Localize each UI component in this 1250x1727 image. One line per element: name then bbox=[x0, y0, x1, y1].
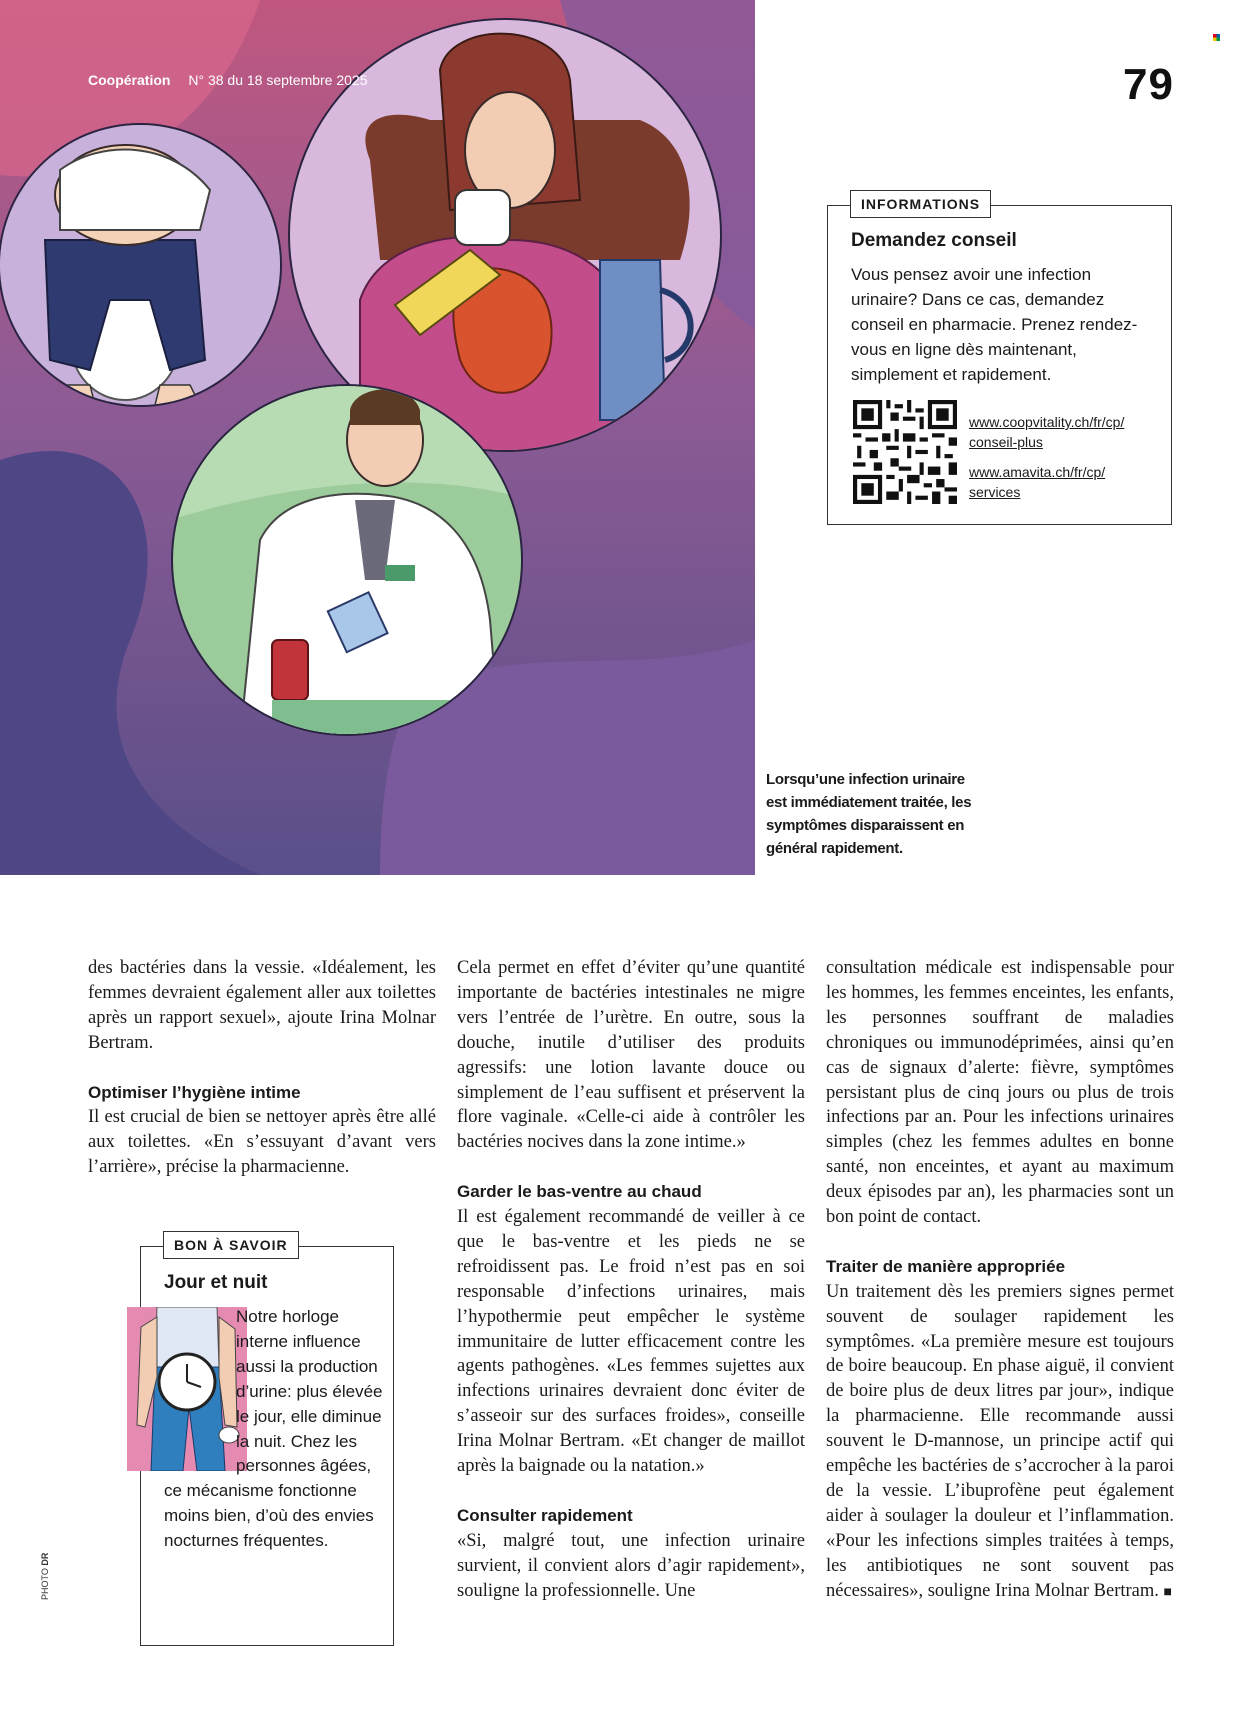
col2-paragraph-1: Cela permet en effet d’éviter qu’une quantité importante de bactéries intestinales ne migre vers l’entrée de l’urètre. En outre, sous la douche, inutile d’utiliser des produits agressifs: une lotion lavante douce ou simplement de l’eau suffisent et préservent la flore vaginale. «Celle-ci aide à contrôler les bactéries nocives dans la zone intime.» bbox=[457, 958, 805, 1153]
bon-a-savoir-title: Jour et nuit bbox=[164, 1272, 268, 1293]
col1-paragraph-1: des bactéries dans la vessie. «Idéalement, les femmes devraient également aller aux toilettes après un rapport sexuel», ajoute Irina Molnar Bertram. bbox=[88, 958, 436, 1053]
page-header bbox=[88, 72, 368, 88]
image-caption: Lorsqu’une infection urinaire est immédiatement traitée, les symptômes disparaissent en général rapidement. bbox=[766, 771, 972, 857]
corner-color-mark bbox=[1213, 34, 1220, 41]
bon-a-savoir-box bbox=[140, 1237, 394, 1646]
coopvitality-link[interactable] bbox=[969, 412, 1124, 452]
photo-credit-name: DR bbox=[40, 1552, 50, 1566]
bon-a-savoir-body: Notre horloge interne influence aussi la production d’urine: plus élevée le jour, elle diminue la nuit. Chez les personnes âgées, ce mécanisme fonctionne moins bien, d’où des envies nocturnes fréquentes. bbox=[164, 1307, 383, 1551]
coopvitality-link-line2[interactable]: conseil-plus bbox=[969, 434, 1043, 450]
magazine-name: Coopération bbox=[88, 72, 171, 88]
info-box-title: Demandez conseil bbox=[851, 230, 1017, 251]
end-mark: ■ bbox=[1163, 1582, 1172, 1599]
photo-credit-label: PHOTO bbox=[40, 1568, 50, 1600]
info-box-text: Vous pensez avoir une infection urinaire? Dans ce cas, demandez conseil en pharmacie. Prenez rendez-vous en ligne dès maintenant, simplement et rapidement. bbox=[851, 265, 1138, 384]
coopvitality-link-line1[interactable]: www.coopvitality.ch/fr/cp/ bbox=[969, 414, 1125, 430]
info-box bbox=[827, 196, 1172, 525]
illustration-svg bbox=[0, 0, 755, 875]
bon-a-savoir-tag: BON À SAVOIR bbox=[163, 1231, 299, 1259]
hero-illustration bbox=[0, 0, 755, 875]
col1-paragraph-2: Il est crucial de bien se nettoyer après être allé aux toilettes. «En s’essuyant d’avant vers l’arrière», précise la pharmacienne. bbox=[88, 1107, 436, 1178]
subheading-bas-ventre: Garder le bas-ventre au chaud bbox=[457, 1182, 702, 1202]
col3-paragraph-2-text: Un traitement dès les premiers signes permet souvent de soulager rapidement les symptômes. «La première mesure est toujours de boire beaucoup. En phase aiguë, il convient de boire plus de deux litres par jour», indique la pharmacienne. Elle recommande aussi souvent le D-mannose, un principe actif qui empêche les bactéries de s’accrocher à la paroi de la vessie. L’ibuprofène peut également aider à soulager la douleur et l’inflammation. «Pour les infections simples traitées à temps, les antibiotiques ne sont souvent pas nécessaires», souligne Irina Molnar Bertram. bbox=[826, 1281, 1174, 1601]
amavita-link-line1[interactable]: www.amavita.ch/fr/cp/ bbox=[969, 464, 1106, 480]
subheading-traiter: Traiter de manière appropriée bbox=[826, 1256, 1066, 1276]
col3-paragraph-1: consultation médicale est indispensable pour les hommes, les femmes enceintes, les enfants, les personnes souffrant de maladies chroniques ou immunodéprimées, ainsi qu’en cas de signaux d’alerte: fièvre, symptômes persistant plus de cinq jours ou plus de trois infections par an. Pour les infections urinaires simples (chez les femmes adultes en bonne santé, non enceintes, et ayant au maximum deux épisodes par an), les pharmacies sont un bon point de contact. bbox=[826, 958, 1174, 1228]
subheading-consulter: Consulter rapidement bbox=[457, 1505, 633, 1525]
qr-code-icon[interactable] bbox=[853, 400, 957, 504]
info-box-tag: INFORMATIONS bbox=[850, 190, 991, 218]
article-column-2 bbox=[457, 956, 805, 1604]
issue-info: N° 38 du 18 septembre 2025 bbox=[188, 72, 368, 88]
article-column-3 bbox=[826, 956, 1174, 1604]
col2-paragraph-3: «Si, malgré tout, une infection urinaire survient, il convient alors d’agir rapidement», souligne la professionnelle. Une bbox=[457, 1530, 805, 1601]
amavita-link[interactable] bbox=[969, 462, 1105, 502]
page-number: 79 bbox=[1123, 60, 1174, 109]
photo-credit bbox=[40, 1553, 50, 1600]
article-column-1 bbox=[88, 956, 436, 1180]
col2-paragraph-2: Il est également recommandé de veiller à ce que le bas-ventre et les pieds ne se refroidissent pas. Le froid n’est pas en soi responsable d’infections urinaires, mais l’hypothermie peut empêcher le système immunitaire de lutter efficacement contre les agents pathogènes. «Les femmes sujettes aux infections urinaires devraient donc éviter de s’asseoir sur des surfaces froides», conseille Irina Molnar Bertram. «Et changer de maillot après la baignade ou la natation.» bbox=[457, 1207, 805, 1477]
col3-paragraph-2 bbox=[826, 1280, 1174, 1604]
bon-a-savoir-text bbox=[164, 1305, 386, 1554]
amavita-link-line2[interactable]: services bbox=[969, 484, 1021, 500]
subheading-hygiene: Optimiser l’hygiène intime bbox=[88, 1082, 301, 1102]
